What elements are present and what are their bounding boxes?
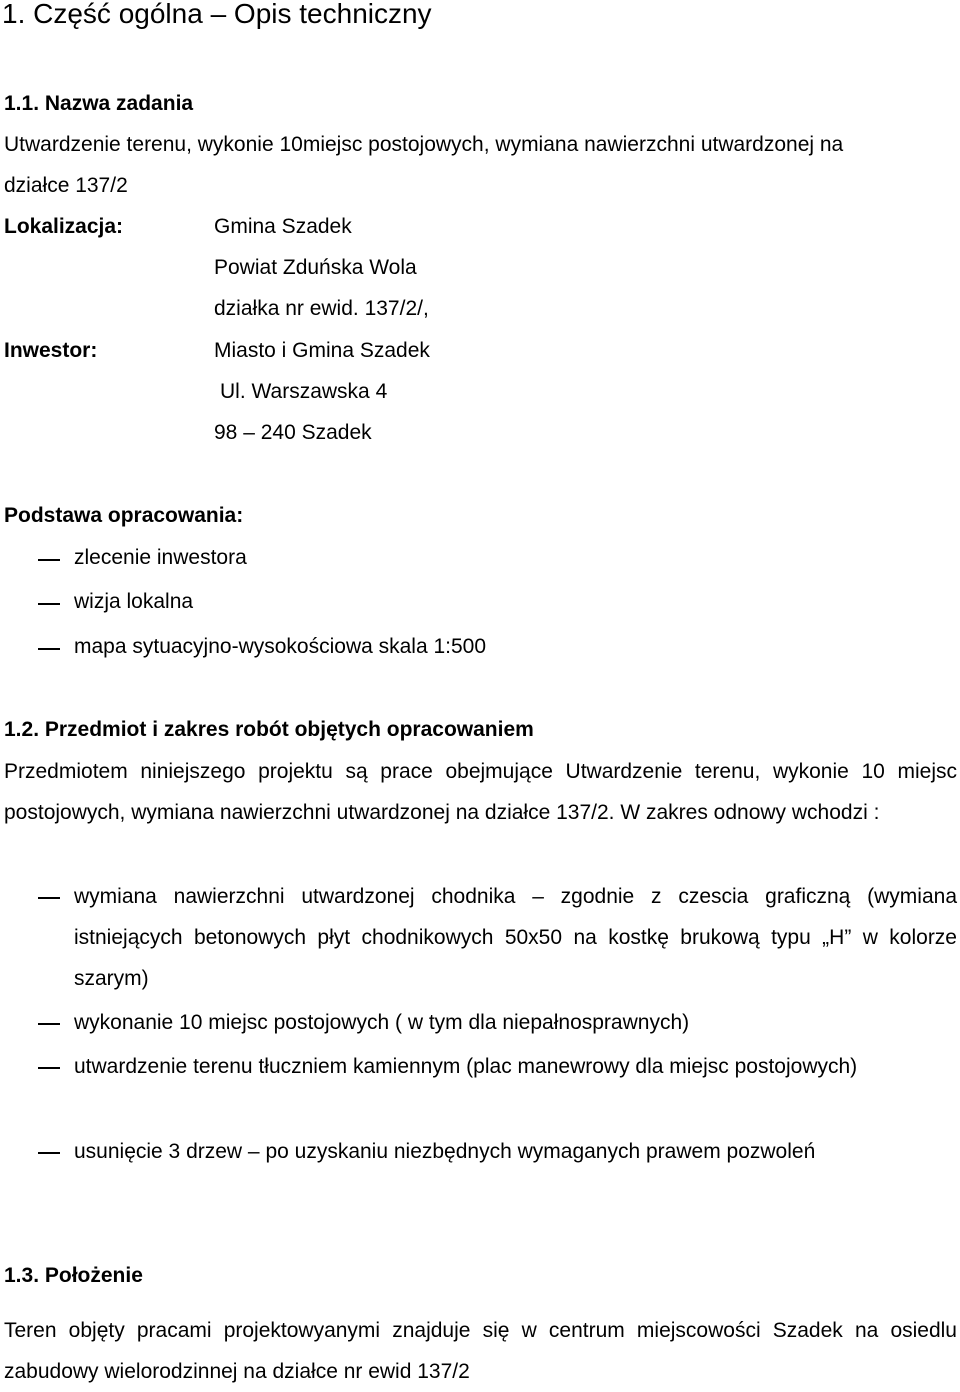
dash-bullet xyxy=(38,897,60,899)
dash-bullet xyxy=(38,648,60,650)
scope-item: wymiana nawierzchni utwardzonej chodnika – zgodnie z czescia graficzną (wymiana istniejących betonowych płyt chodnikowych 50x50 na kostkę brukową typu „H” w kolorze szarym) xyxy=(74,885,957,990)
section-heading-scope: 1.2. Przedmiot i zakres robót objętych opracowaniem xyxy=(4,718,534,741)
basis-item: wizja lokalna xyxy=(74,590,194,613)
investor-line: Ul. Warszawska 4 xyxy=(220,380,388,403)
dash-bullet xyxy=(38,559,60,561)
dash-bullet xyxy=(38,1023,60,1025)
location-line: Powiat Zduńska Wola xyxy=(214,256,417,279)
location-line: Gmina Szadek xyxy=(214,215,352,238)
scope-item: utwardzenie terenu tłuczniem kamiennym (plac manewrowy dla miejsc postojowych) xyxy=(74,1055,858,1078)
basis-label: Podstawa opracowania: xyxy=(4,504,244,527)
basis-item: zlecenie inwestora xyxy=(74,546,247,569)
dash-bullet xyxy=(38,1152,60,1154)
location-line: działka nr ewid. 137/2/, xyxy=(214,297,429,320)
task-name-line-1: Utwardzenie terenu, wykonie 10miejsc postojowych, wymiana nawierzchni utwardzonej na xyxy=(4,133,844,156)
scope-intro: Przedmiotem niniejszego projektu są prace obejmujące Utwardzenie terenu, wykonie 10 miejsc postojowych, wymiana nawierzchni utwardzonej na działce 137/2. W zakres odnowy wchodzi : xyxy=(4,760,957,824)
investor-line: 98 – 240 Szadek xyxy=(214,421,372,444)
investor-line: Miasto i Gmina Szadek xyxy=(214,339,430,362)
basis-item: mapa sytuacyjno-wysokościowa skala 1:500 xyxy=(74,635,487,658)
location-label: Lokalizacja: xyxy=(4,215,124,238)
scope-item: wykonanie 10 miejsc postojowych ( w tym dla niepałnosprawnych) xyxy=(74,1011,690,1034)
section-heading-task-name: 1.1. Nazwa zadania xyxy=(4,92,194,115)
page-title: 1. Część ogólna – Opis techniczny xyxy=(2,0,432,29)
location-text: Teren objęty pracami projektowyanymi znajduje się w centrum miejscowości Szadek na osiedlu zabudowy wielorodzinnej na działce nr ewid 137/2 xyxy=(4,1319,957,1383)
section-heading-location: 1.3. Położenie xyxy=(4,1264,143,1287)
dash-bullet xyxy=(38,603,60,605)
scope-item: usunięcie 3 drzew – po uzyskaniu niezbędnych wymaganych prawem pozwoleń xyxy=(74,1140,816,1163)
investor-label: Inwestor: xyxy=(4,339,98,362)
task-name-line-2: działce 137/2 xyxy=(4,174,128,197)
dash-bullet xyxy=(38,1067,60,1069)
